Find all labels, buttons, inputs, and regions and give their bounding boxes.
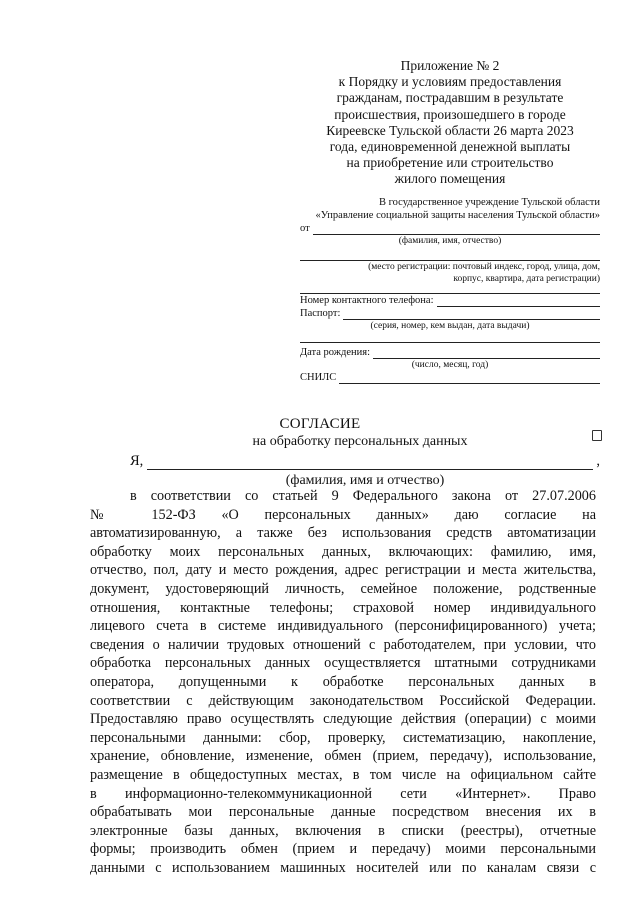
consent-line: обработку моих персональных данных, включающих: фамилию, имя, bbox=[90, 543, 596, 560]
consent-line: обработка персональных данных осуществляется штатными сотрудниками bbox=[90, 655, 596, 672]
consent-line: автоматизированную, а также без использования средств автоматизации bbox=[90, 525, 596, 542]
ya-comma: , bbox=[596, 453, 600, 469]
consent-line: в информационно-телекоммуникационной сети «Интернет». Право bbox=[90, 785, 596, 802]
from-field[interactable] bbox=[300, 222, 600, 235]
registration-hint: (место регистрации: почтовый индекс, город, улица, дом, bbox=[368, 262, 600, 272]
birth-line[interactable] bbox=[373, 348, 600, 359]
from-line[interactable] bbox=[313, 224, 600, 235]
consent-line: отчество, пол, дату и место рождения, адрес регистрации и места жительства, bbox=[90, 562, 596, 579]
consent-line: хранение, обновление, изменение, обмен (прием, передачу), использование, bbox=[90, 748, 596, 765]
birth-hint: (число, месяц, год) bbox=[411, 360, 489, 370]
fio-hint: (фамилия, имя, отчество) bbox=[398, 236, 502, 246]
appendix-line: гражданам, пострадавшим в результате bbox=[336, 90, 564, 106]
ya-line[interactable] bbox=[147, 455, 593, 470]
registration-line[interactable] bbox=[300, 247, 600, 261]
institution-line: В государственное учреждение Тульской области bbox=[378, 197, 600, 208]
appendix-line: к Порядку и условиям предоставления bbox=[338, 74, 562, 90]
registration-hint: корпус, квартира, дата регистрации) bbox=[453, 274, 600, 284]
phone-field[interactable] bbox=[300, 294, 600, 307]
snils-field[interactable] bbox=[300, 371, 600, 384]
phone-line[interactable] bbox=[437, 296, 601, 307]
consent-line: персональными данными: сбор, проверку, систематизацию, накопление, bbox=[90, 729, 596, 746]
consent-body bbox=[90, 487, 596, 877]
consent-line: в соответствии со статьей 9 Федерального закона от 27.07.2006 bbox=[130, 488, 596, 504]
consent-line: данными с использованием машинных носителей или по каналам связи с bbox=[90, 859, 596, 876]
registration-line[interactable] bbox=[300, 285, 600, 294]
consent-line: оператора, допущенными к обработке персональных данных в bbox=[90, 673, 596, 690]
consent-line: лицевого счета в системе индивидуального (персонифицированного) учета; bbox=[90, 618, 596, 635]
consent-line: размещение в общедоступных местах, в том числе на официальном сайте bbox=[90, 766, 596, 783]
appendix-line: на приобретение или строительство bbox=[346, 155, 554, 171]
appendix-line: года, единовременной денежной выплаты bbox=[329, 139, 571, 155]
passport-line[interactable] bbox=[300, 332, 600, 343]
appendix-line: жилого помещения bbox=[394, 171, 506, 187]
snils-line[interactable] bbox=[339, 373, 600, 384]
consent-line: Предоставляю право осуществлять следующие действия (операции) с моими bbox=[90, 711, 596, 728]
from-label: от bbox=[300, 223, 310, 234]
consent-line: электронные базы данных, включения в списки (реестры), отчетные bbox=[90, 822, 596, 839]
snils-label: СНИЛС bbox=[300, 372, 337, 383]
appendix-line: Киреевске Тульской области 26 марта 2023 bbox=[326, 122, 574, 138]
addressee-block bbox=[300, 196, 600, 384]
consent-line: соответствии с действующим законодательством Российской Федерации. bbox=[90, 692, 596, 709]
institution-line: «Управление социальной защиты населения Тульской области» bbox=[315, 210, 600, 221]
passport-line[interactable] bbox=[343, 309, 600, 320]
consent-title: СОГЛАСИЕ bbox=[279, 416, 361, 432]
ya-field[interactable] bbox=[130, 453, 600, 470]
consent-line: формы; производить обмен (прием и передачу) моими персональными bbox=[90, 841, 596, 858]
consent-subtitle: на обработку персональных данных bbox=[252, 434, 468, 449]
appendix-line: происшествия, произошедшего в городе bbox=[334, 106, 566, 122]
consent-line: № 152-ФЗ «О персональных данных» даю согласие на bbox=[90, 506, 596, 523]
appendix-title: Приложение № 2 bbox=[400, 58, 500, 73]
passport-label: Паспорт: bbox=[300, 308, 341, 319]
consent-line: сведения о наличии трудовых отношений с работодателем, при условии, что bbox=[90, 636, 596, 653]
birth-label: Дата рождения: bbox=[300, 347, 371, 358]
passport-field[interactable] bbox=[300, 307, 600, 320]
consent-line: отношения, контактные телефоны; страховой номер индивидуального bbox=[90, 599, 596, 616]
consent-line: обрабатывать мои персональные данные посредством внесения их в bbox=[90, 804, 596, 821]
passport-hint: (серия, номер, кем выдан, дата выдачи) bbox=[370, 321, 530, 331]
appendix-header bbox=[300, 58, 600, 188]
birth-field[interactable] bbox=[300, 346, 600, 359]
ya-label: Я, bbox=[130, 453, 144, 469]
consent-line: документ, удостоверяющий личность, семейное положение, родственные bbox=[90, 580, 596, 597]
phone-label: Номер контактного телефона: bbox=[300, 295, 434, 306]
ya-hint: (фамилия, имя и отчество) bbox=[285, 473, 445, 488]
